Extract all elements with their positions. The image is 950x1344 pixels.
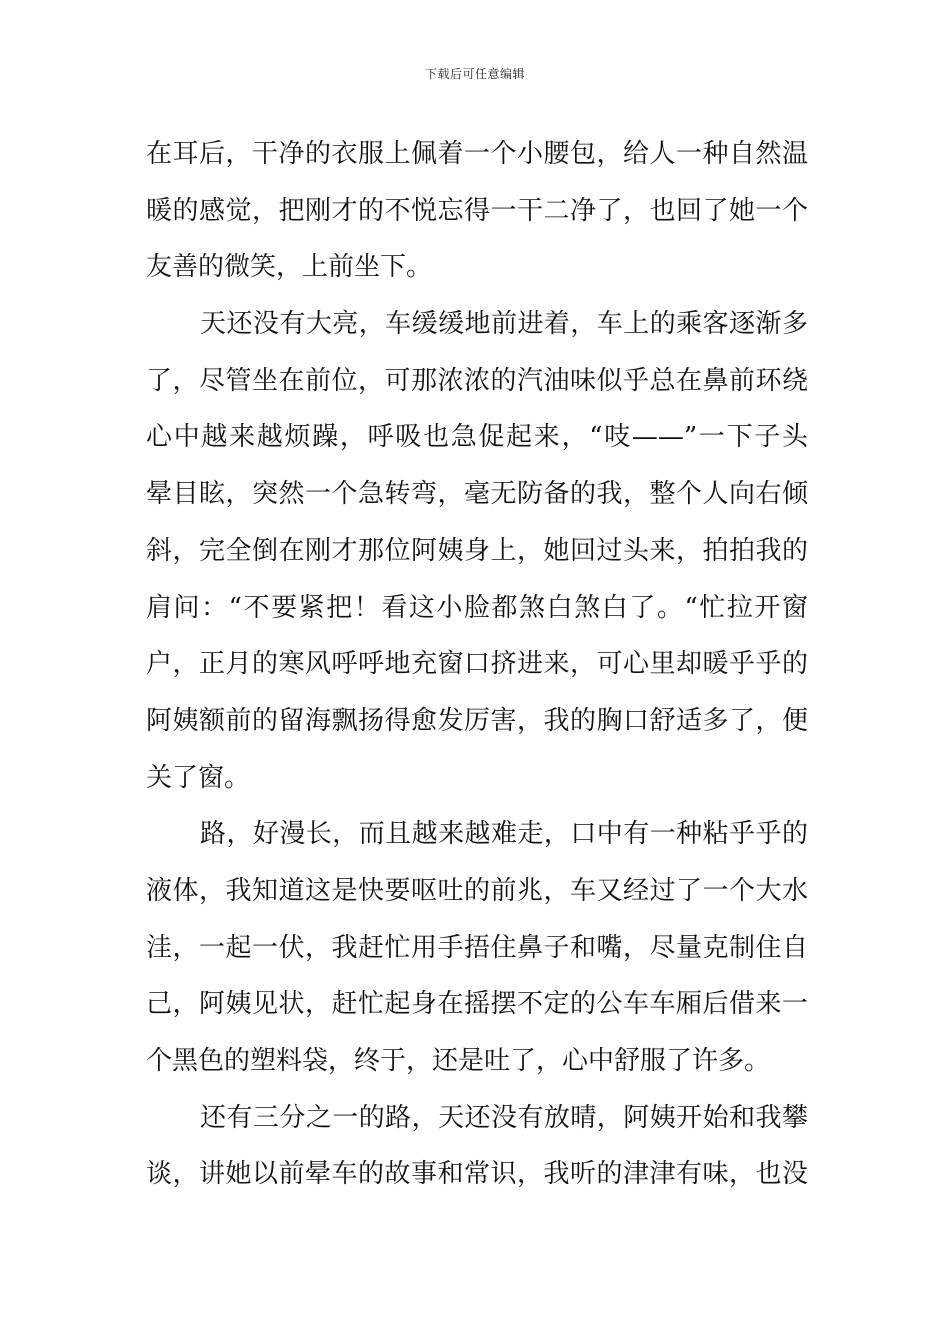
text-line: 肩问：“不要紧把！看这小脸都煞白煞白了。“忙拉开窗 <box>146 592 808 623</box>
text-line: 了，尽管坐在前位，可那浓浓的汽油味似乎总在鼻前环绕 <box>146 365 808 396</box>
text-line: 心中越来越烦躁，呼吸也急促起来，“吱——”一下子头 <box>146 422 808 453</box>
text-line: 晕目眩，突然一个急转弯，毫无防备的我，整个人向右倾 <box>146 479 808 510</box>
text-line: 路，好漫长，而且越来越难走，口中有一种粘乎乎的 <box>200 819 808 850</box>
text-line: 阿姨额前的留海飘扬得愈发厉害，我的胸口舒适多了，便 <box>146 705 808 736</box>
text-line: 己，阿姨见状，赶忙起身在摇摆不定的公车车厢后借来一 <box>146 989 808 1020</box>
text-line: 洼，一起一伏，我赶忙用手捂住鼻子和嘴，尽量克制住自 <box>146 932 808 963</box>
text-line: 个黑色的塑料袋，终于，还是吐了，心中舒服了许多。 <box>146 1046 771 1076</box>
text-line: 液体，我知道这是快要呕吐的前兆，车又经过了一个大水 <box>146 875 808 906</box>
text-line: 在耳后，干净的衣服上佩着一个小腰包，给人一种自然温 <box>146 139 808 169</box>
text-line: 友善的微笑，上前坐下。 <box>146 252 433 283</box>
text-line: 关了窗。 <box>146 762 251 793</box>
text-line: 户，正月的寒风呼呼地充窗口挤进来，可心里却暖乎乎的 <box>146 649 808 680</box>
page-header: 下载后可任意编辑 <box>424 67 525 81</box>
text-line: 谈，讲她以前晕车的故事和常识，我听的津津有味，也没 <box>146 1159 808 1190</box>
text-line: 还有三分之一的路，天还没有放晴，阿姨开始和我攀 <box>200 1102 808 1133</box>
text-line: 斜，完全倒在刚才那位阿姨身上，她回过头来，拍拍我的 <box>146 535 808 566</box>
body-text <box>146 126 808 1203</box>
text-line: 暖的感觉，把刚才的不悦忘得一干二净了，也回了她一个 <box>146 195 808 226</box>
text-line: 天还没有大亮，车缓缓地前进着，车上的乘客逐渐多 <box>200 309 808 340</box>
